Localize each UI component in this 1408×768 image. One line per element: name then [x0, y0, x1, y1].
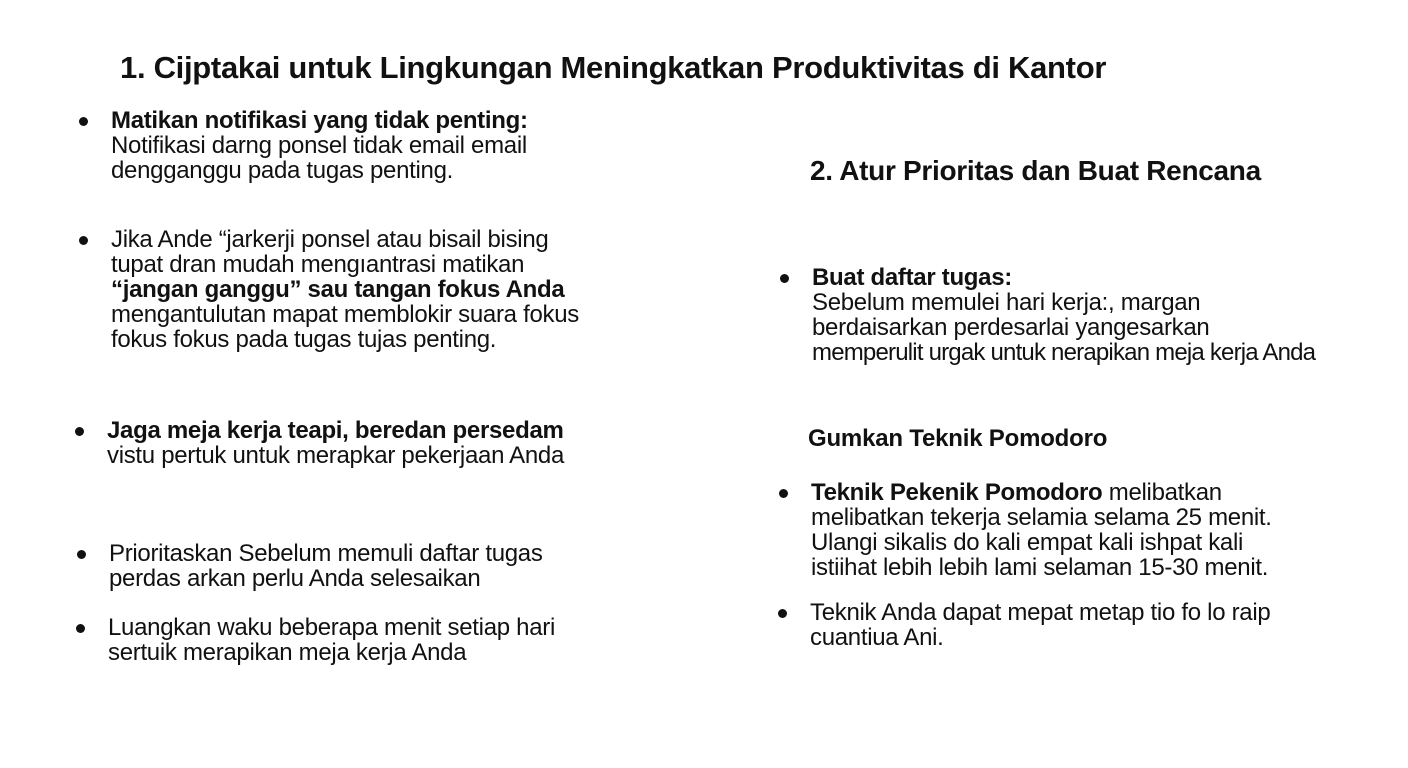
item-text-line: cuantiua Ani.	[810, 624, 944, 651]
item-text-line: tupat dran mudah mengıantrasi matikan	[111, 251, 525, 278]
bullet-icon	[79, 117, 88, 126]
right-item-pomodoro	[779, 480, 1272, 580]
item-text-line: Ulangi sikalis do kali empat kali ishpat kali	[811, 529, 1244, 556]
bullet-icon	[778, 609, 787, 618]
item-text-line: Teknik Anda dapat mepat metap tio fo lo raip	[810, 599, 1271, 626]
left-item-luangkan	[76, 615, 555, 665]
item-text-line: istiihat lebih lebih lami selaman 15-30 menit.	[811, 554, 1269, 581]
item-text-line: Jika Ande “jarkerji ponsel atau bisail bising	[111, 226, 549, 253]
item-text-line: fokus fokus pada tugas tujas penting.	[111, 326, 497, 353]
bullet-icon	[76, 624, 85, 633]
item-text-line: sertuik merapikan meja kerja Anda	[108, 639, 467, 666]
left-item-notifikasi	[79, 108, 528, 183]
item-text-line: Luangkan waku beberapa menit setiap hari	[108, 614, 555, 641]
item-text-line: vistu pertuk untuk merapkar pekerjaan Anda	[107, 442, 565, 469]
item-lead: Jaga meja kerja teapi, beredan persedam	[107, 417, 564, 444]
bullet-icon	[77, 550, 86, 559]
item-text-line: Sebelum memulei hari kerja:, margan	[812, 289, 1201, 316]
item-text-line: dengganggu pada tugas penting.	[111, 157, 453, 184]
item-text-line: berdaisarkan perdesarlai yangesarkan	[812, 314, 1210, 341]
item-text-line: melibatkan tekerja selamia selama 25 menit.	[811, 504, 1272, 531]
section-title-prioritas: 2. Atur Prioritas dan Buat Rencana	[810, 155, 1261, 186]
item-text-line: memperulit urgak untuk nerapikan meja kerja Anda	[812, 339, 1316, 366]
bullet-icon	[75, 427, 84, 436]
item-lead-rest: melibatkan	[1102, 479, 1222, 506]
left-item-prioritaskan	[77, 541, 543, 591]
item-text-line: Notifikasi darng ponsel tidak email email	[111, 132, 527, 159]
left-item-jaga-meja	[75, 418, 564, 468]
item-lead: Teknik Pekenik Pomodoro	[811, 479, 1103, 506]
item-lead: Buat daftar tugas:	[812, 264, 1012, 291]
item-text-line: Prioritaskan Sebelum memuli daftar tugas	[109, 540, 543, 567]
right-item-teknik-anda	[778, 600, 1270, 650]
left-item-jangan-ganggu	[79, 227, 579, 352]
bullet-icon	[780, 274, 789, 283]
item-text-line: mengantulutan mapat memblokir suara fokus	[111, 301, 579, 328]
page-title: 1. Cijptakai untuk Lingkungan Meningkatkan Produktivitas di Kantor	[120, 50, 1107, 85]
bullet-icon	[79, 236, 88, 245]
bullet-icon	[779, 489, 788, 498]
item-lead: Matikan notifikasi yang tidak penting:	[111, 107, 528, 134]
item-text-line	[811, 480, 1272, 505]
item-text-line: perdas arkan perlu Anda selesaikan	[109, 565, 481, 592]
right-item-daftar-tugas	[780, 265, 1315, 365]
item-text-line: “jangan ganggu” sau tangan fokus Anda	[111, 276, 565, 303]
subsection-title-pomodoro: Gumkan Teknik Pomodoro	[808, 425, 1108, 452]
